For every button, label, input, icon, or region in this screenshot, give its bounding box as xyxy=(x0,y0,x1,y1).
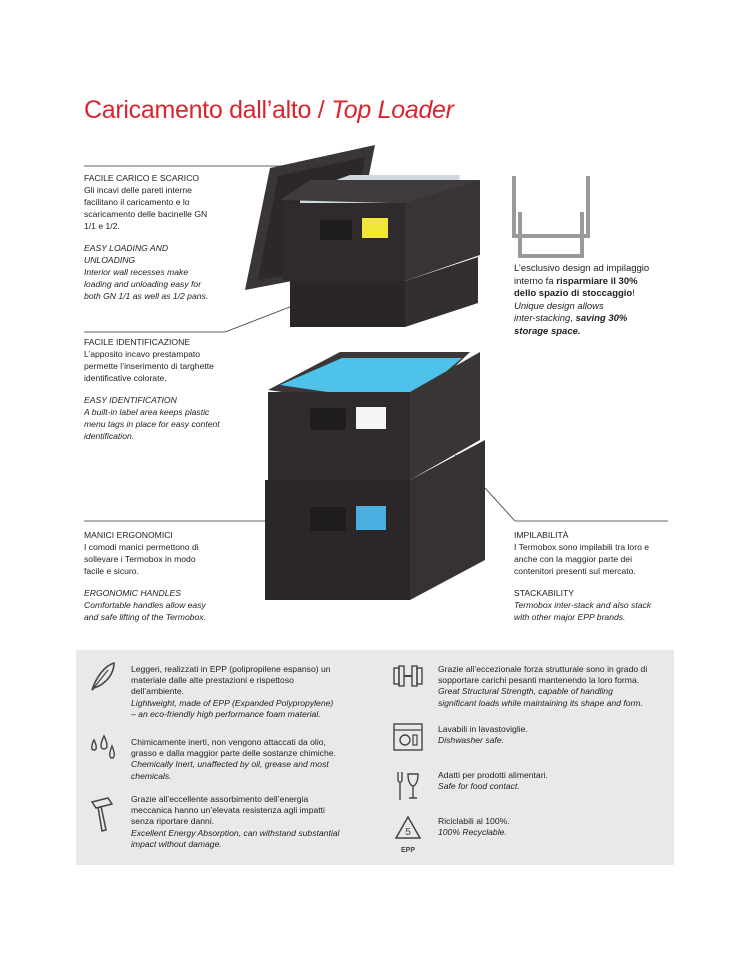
stacking-diagram xyxy=(514,176,588,256)
dishwasher-icon xyxy=(392,722,424,752)
callout-handles-head: MANICI ERGONOMICI xyxy=(84,530,173,540)
callout-handles-line: I comodi manici permettono di xyxy=(84,542,199,552)
callout-ergonomic-handles xyxy=(84,529,254,623)
callout-stack-en-head: STACKABILITY xyxy=(514,588,575,598)
stack-design-text: ! xyxy=(632,288,635,299)
hammer-icon xyxy=(88,794,118,834)
callout-ident-line: identificative colorate. xyxy=(84,373,167,383)
stack-design-en-bold: storage space. xyxy=(514,325,581,337)
callout-handles-en-line: Comfortable handles allow easy xyxy=(84,600,206,610)
title-english: Top Loader xyxy=(331,96,454,124)
feature-dishwasher-safe xyxy=(438,724,668,746)
callout-ident-en-line: identification. xyxy=(84,431,135,441)
page-title xyxy=(84,96,454,125)
callout-easy-identification xyxy=(84,336,254,442)
feature-en-line: Excellent Energy Absorption, can withstand substantial xyxy=(131,827,340,838)
callout-ident-en-line: menu tags in place for easy content xyxy=(84,419,220,429)
feature-en-line: Safe for food contact. xyxy=(438,781,520,792)
feature-it-line: Grazie all’eccellente assorbimento dell’energia xyxy=(131,794,309,804)
callout-stack-line: contenitori presenti sul mercato. xyxy=(514,566,636,576)
callout-ident-head: FACILE IDENTIFICAZIONE xyxy=(84,337,191,347)
callout-ident-en-head: EASY IDENTIFICATION xyxy=(84,395,177,405)
callout-loading-en-head: UNLOADING xyxy=(84,255,136,265)
callout-loading-en-line: loading and unloading easy for xyxy=(84,279,202,289)
callout-ident-line: L’apposito incavo prestampato xyxy=(84,349,201,359)
leader-line-ident-d xyxy=(225,305,295,332)
feature-en-line: Lightweight, made of EPP (Expanded Polypropylene) xyxy=(131,697,334,708)
feature-it-line: dell’ambiente. xyxy=(131,686,185,697)
feature-recyclable xyxy=(438,816,668,838)
drops-icon xyxy=(88,734,120,764)
feature-it-line: Lavabili in lavastoviglie. xyxy=(438,724,528,734)
feature-energy-absorption xyxy=(131,794,371,850)
callout-stackability xyxy=(514,529,684,623)
feature-it-line: grasso e dalla maggior parte delle sostanze chimiche. xyxy=(131,748,336,759)
feature-it-line: Grazie all’eccezionale forza strutturale sono in grado di xyxy=(438,664,648,674)
stack-design-bold: risparmiare il 30% xyxy=(556,275,638,287)
feature-lightweight xyxy=(131,664,371,720)
callout-ident-en-line: A built-in label area keeps plastic xyxy=(84,407,210,417)
feature-it-line: sopportare carichi pesanti mantenendo la loro forma. xyxy=(438,675,640,686)
callout-stack-en-line: with other major EPP brands. xyxy=(514,612,626,622)
feature-it-line: Chimicamente inerti, non vengono attaccati da olio, xyxy=(131,737,326,747)
callout-stack-en-line: Termobox inter-stack and also stack xyxy=(514,600,652,610)
title-italian: Caricamento dall’alto / xyxy=(84,96,325,124)
leader-line-stack-d xyxy=(455,455,515,521)
dumbbell-icon xyxy=(392,664,424,688)
callout-loading-line: facilitano il caricamento e lo xyxy=(84,197,190,207)
top-loader-open xyxy=(245,145,480,327)
callout-ident-line: permette l’inserimento di targhette xyxy=(84,361,214,371)
feature-it-line: Leggeri, realizzati in EPP (polipropilene espanso) un xyxy=(131,664,331,674)
callout-easy-loading xyxy=(84,172,254,302)
callout-loading-en-head: EASY LOADING AND xyxy=(84,243,169,253)
feature-structural-strength xyxy=(438,664,668,709)
feather-icon xyxy=(88,660,118,694)
recycle-icon xyxy=(392,814,424,858)
feature-en-line: chemicals. xyxy=(131,770,172,781)
callout-loading-en-line: both GN 1/1 as well as 1/2 pans. xyxy=(84,291,209,301)
feature-en-line: significant loads while maintaining its shape and form. xyxy=(438,697,643,708)
stack-design-line: L’esclusivo design ad impilaggio xyxy=(514,263,650,274)
callout-stack-head: IMPILABILITÀ xyxy=(514,530,569,540)
stacked-boxes xyxy=(265,352,485,600)
callout-loading-line: Gli incavi delle pareti interne xyxy=(84,185,192,195)
feature-it-line: materiale dalle alte prestazioni e rispettoso xyxy=(131,675,294,686)
callout-handles-line: sollevare i Termobox in modo xyxy=(84,554,196,564)
food-safe-icon xyxy=(394,770,422,802)
callout-loading-line: scaricamento delle bacinelle GN xyxy=(84,209,208,219)
feature-en-line: Chemically Inert, unaffected by oil, grease and most xyxy=(131,759,329,770)
stack-design-text: interno fa xyxy=(514,275,557,287)
feature-it-line: senza riportare danni. xyxy=(131,816,215,827)
recycle-number: 5 xyxy=(405,827,411,838)
feature-it-line: Adatti per prodotti alimentari. xyxy=(438,770,548,780)
callout-loading-head: FACILE CARICO E SCARICO xyxy=(84,173,200,183)
recycle-label: EPP xyxy=(400,847,416,854)
stack-design-note xyxy=(514,263,684,338)
stack-design-en-line: Unique design allows xyxy=(514,300,604,312)
feature-food-safe xyxy=(438,770,668,792)
callout-handles-line: facile e sicuro. xyxy=(84,566,139,576)
stack-design-en-text: inter-stacking, xyxy=(514,313,576,324)
callout-loading-en-line: Interior wall recesses make xyxy=(84,267,189,277)
callout-handles-en-head: ERGONOMIC HANDLES xyxy=(84,588,181,598)
feature-en-line: Great Structural Strength, capable of handling xyxy=(438,686,613,697)
callout-loading-line: 1/1 e 1/2. xyxy=(84,221,120,231)
callout-stack-line: I Termobox sono impilabili tra loro e xyxy=(514,542,650,552)
feature-it-line: Riciclabili al 100%. xyxy=(438,816,510,826)
callout-handles-en-line: and safe lifting of the Termobox. xyxy=(84,612,206,622)
feature-it-line: meccanica hanno un’elevata resistenza agli impatti xyxy=(131,805,325,816)
feature-chemically-inert xyxy=(131,737,371,782)
feature-en-line: 100% Recyclable. xyxy=(438,827,507,838)
feature-en-line: – an eco-friendly high performance foam material. xyxy=(131,708,321,719)
feature-en-line: Dishwasher safe. xyxy=(438,735,504,746)
stack-design-bold: dello spazio di stoccaggio xyxy=(514,288,633,299)
callout-stack-line: anche con la maggior parte dei xyxy=(514,554,633,564)
stack-design-en-bold: saving 30% xyxy=(575,313,628,324)
feature-en-line: impact without damage. xyxy=(131,838,222,849)
